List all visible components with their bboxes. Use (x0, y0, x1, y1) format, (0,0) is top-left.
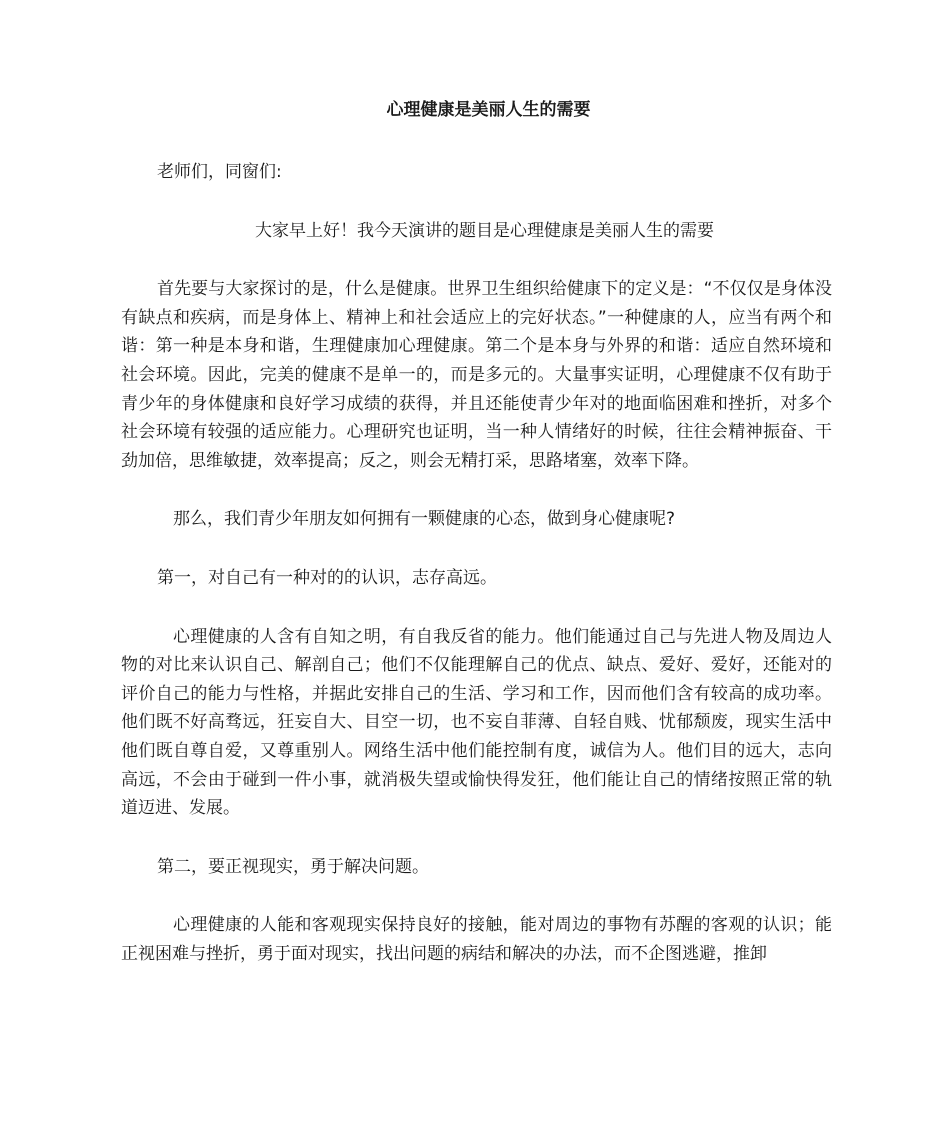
greeting-line: 大家早上好！我今天演讲的题目是心理健康是美丽人生的需要 (255, 220, 714, 241)
page-title: 心理健康是美丽人生的需要 (386, 100, 591, 120)
salutation: 老师们，同窗们: (157, 162, 282, 182)
paragraph-definition-of-health: 首先要与大家探讨的是，什么是健康。世界卫生组织给健康下的定义是：“不仅仅是身体没有缺点和疾病，而是身体上、精神上和社会适应上的完好状态。”一种健康的人，应当有两个和谐：第一种是本身和谐，生理健康加心理健康。第二个是本身与外界的和谐：适应自然环境和社会环境。因此，完美的健康不是单一的，而是多元的。大量事实证明，心理健康不仅有助于青少年的身体健康和良好学习成绩的获得，并且还能使青少年对的地面临困难和挫折，对多个社会环境有较强的适应能力。心理研究也证明，当一种人情绪好的时候，往往会精神振奋、干劲加倍，思维敏捷，效率提高；反之，则会无精打采，思路堵塞，效率下降。 (121, 279, 832, 471)
paragraph-face-reality: 心理健康的人能和客观现实保持良好的接触，能对周边的事物有苏醒的客观的认识；能正视困难与挫折，勇于面对现实，找出问题的病结和解决的办法，而不企图逃避，推卸 (121, 915, 832, 964)
heading-second-point: 第二，要正视现实，勇于解决问题。 (157, 856, 429, 877)
heading-first-point: 第一，对自己有一种对的的认识，志存高远。 (157, 567, 497, 588)
paragraph-self-awareness: 心理健康的人含有自知之明，有自我反省的能力。他们能通过自己与先进人物及周边人物的对比来认识自己、解剖自己；他们不仅能理解自己的优点、缺点、爱好、爱好，还能对的评价自己的能力与性格，并据此安排自己的生活、学习和工作，因而他们含有较高的成功率。他们既不好高骛远，狂妄自大、目空一切，也不妄自菲薄、自轻自贱、忧郁颓废，现实生活中他们既自尊自爱，又尊重别人。网络生活中他们能控制有度，诚信为人。他们目的远大，志向高远，不会由于碰到一件小事，就消极失望或愉快得发狂，他们能让自己的情绪按照正常的轨道迈进、发展。 (121, 626, 832, 819)
paragraph-question: 那么，我们青少年朋友如何拥有一颗健康的心态，做到身心健康呢? (173, 509, 676, 530)
